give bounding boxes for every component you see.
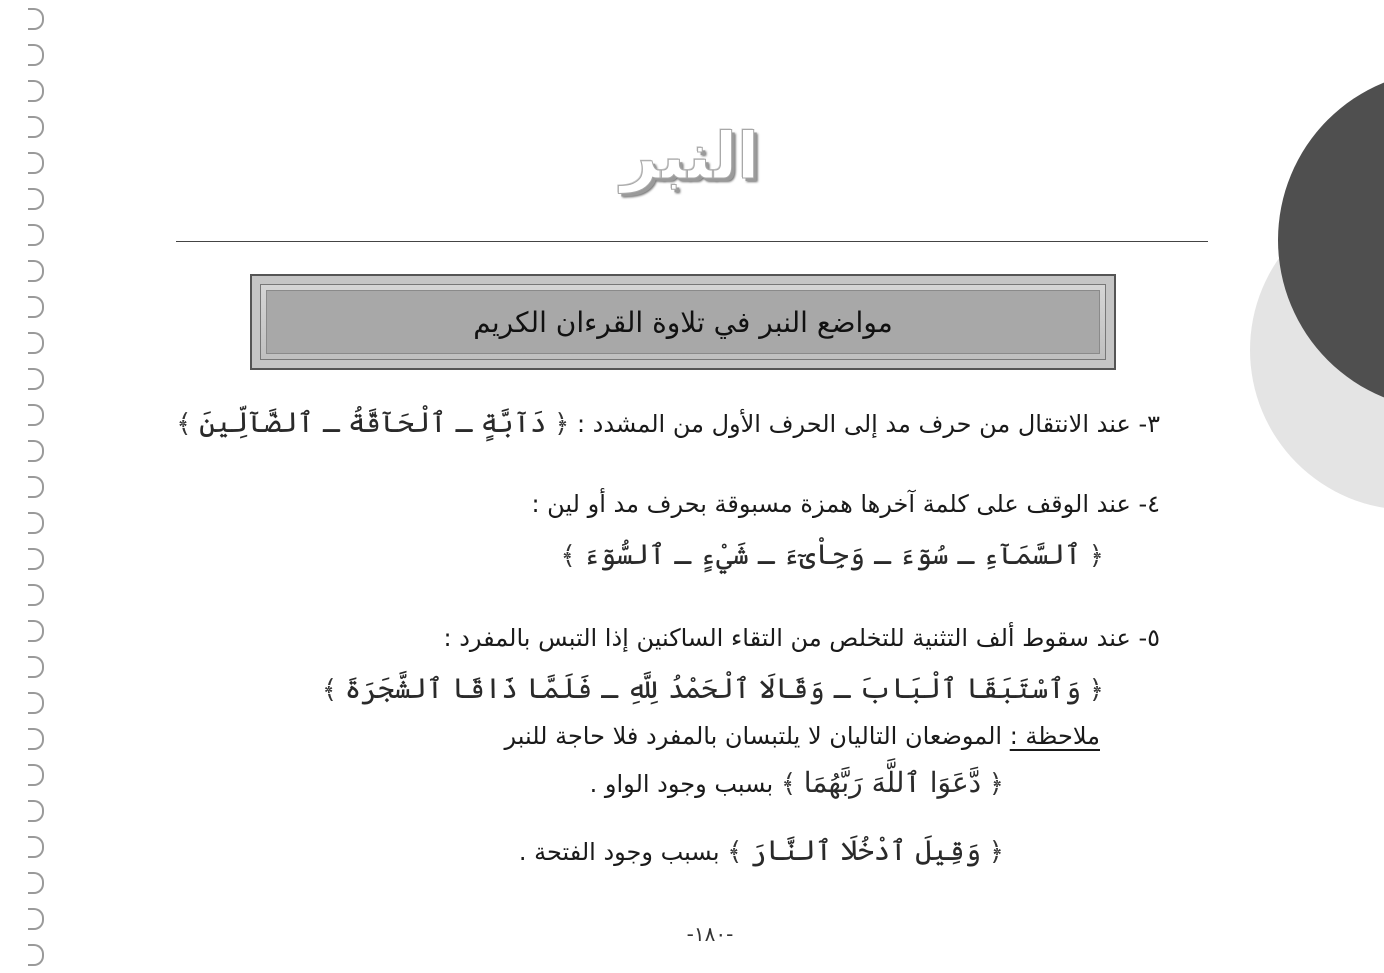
binder-hole xyxy=(28,332,44,354)
note-example-1-words: دَّعَوَا ٱللَّهَ رَبَّهُمَا xyxy=(803,766,982,799)
binder-hole xyxy=(28,404,44,426)
binder-hole xyxy=(28,728,44,750)
binder-hole xyxy=(28,8,44,30)
item-4 xyxy=(531,490,1160,518)
ornate-bracket-close: ﴾ xyxy=(321,675,338,705)
item-5-quran-words: وَٱسْتَبَقَا ٱلْبَابَ ـ وَقَالَا ٱلْحَمْدُ لِلَّهِ ـ فَلَمَّا ذَاقَا ٱلشَّجَرَةَ xyxy=(344,672,1082,705)
binder-hole xyxy=(28,260,44,282)
ornate-bracket-close: ﴾ xyxy=(176,409,192,439)
binder-hole xyxy=(28,692,44,714)
ornate-bracket-open: ﴿ xyxy=(988,837,1004,867)
binder-hole xyxy=(28,224,44,246)
binder-hole xyxy=(28,908,44,930)
note-example-2-reason: بسبب وجود الفتحة . xyxy=(518,838,720,866)
binder-hole xyxy=(28,548,44,570)
item-5 xyxy=(444,624,1160,652)
note-example-2 xyxy=(519,834,1004,867)
ornate-bracket-close: ﴾ xyxy=(780,769,797,799)
ornate-bracket-open: ﴿ xyxy=(1088,675,1104,705)
binder-hole xyxy=(28,512,44,534)
note xyxy=(504,722,1100,750)
binder-hole xyxy=(28,764,44,786)
binder-hole xyxy=(28,620,44,642)
ornate-bracket-close: ﴾ xyxy=(560,541,576,571)
binder-hole xyxy=(28,368,44,390)
binder-hole xyxy=(28,296,44,318)
banner-panel xyxy=(266,290,1100,354)
binder-hole xyxy=(28,656,44,678)
item-4-quran-words: ٱلسَّمَآءِ ـ سُوٓءَ ـ وَجِاْىٓءَ ـ شَيْءٍ ـ ٱلسُّوٓءَ xyxy=(583,538,1082,571)
note-example-2-words: وَقِيلَ ٱدْخُلَا ٱلنَّارَ xyxy=(750,834,982,867)
ornate-bracket-open: ﴿ xyxy=(554,409,570,439)
binder-hole xyxy=(28,800,44,822)
note-example-1 xyxy=(590,766,1004,799)
binder-holes xyxy=(18,0,58,973)
ornate-bracket-open: ﴿ xyxy=(1088,541,1104,571)
page-title: النبر xyxy=(620,120,760,194)
binder-hole xyxy=(28,944,44,966)
binder-hole xyxy=(28,188,44,210)
page-number: -١٨٠- xyxy=(686,922,734,946)
ornate-bracket-open: ﴿ xyxy=(988,769,1004,799)
item-5-text: ٥- عند سقوط ألف التثنية للتخلص من التقاء الساكنين إذا التبس بالمفرد : xyxy=(443,624,1160,652)
item-3-quran-words: دَآبَّةٍ ـ ٱلْحَآقَّةُ ـ ٱلضَّآلِّينَ xyxy=(199,406,547,439)
binder-hole xyxy=(28,836,44,858)
binder-hole xyxy=(28,440,44,462)
section-banner xyxy=(250,274,1116,370)
note-label: ملاحظة : xyxy=(1009,722,1100,750)
binder-hole xyxy=(28,80,44,102)
banner-heading: مواضع النبر في تلاوة القرءان الكريم xyxy=(473,305,893,339)
item-5-examples xyxy=(322,672,1104,705)
binder-hole xyxy=(28,584,44,606)
item-4-examples xyxy=(560,538,1104,571)
title-divider xyxy=(176,241,1208,242)
binder-hole xyxy=(28,116,44,138)
binder-hole xyxy=(28,476,44,498)
item-3-text: ٣- عند الانتقال من حرف مد إلى الحرف الأول من المشدد : xyxy=(576,410,1160,438)
ornate-bracket-close: ﴾ xyxy=(727,837,743,867)
note-example-1-reason: بسبب وجود الواو . xyxy=(589,770,774,798)
note-text: الموضعان التاليان لا يلتبسان بالمفرد فلا حاجة للنبر xyxy=(504,722,1010,750)
binder-hole xyxy=(28,44,44,66)
binder-hole xyxy=(28,152,44,174)
binder-hole xyxy=(28,872,44,894)
item-4-text: ٤- عند الوقف على كلمة آخرها همزة مسبوقة بحرف مد أو لين : xyxy=(531,490,1160,518)
item-3 xyxy=(176,406,1160,439)
